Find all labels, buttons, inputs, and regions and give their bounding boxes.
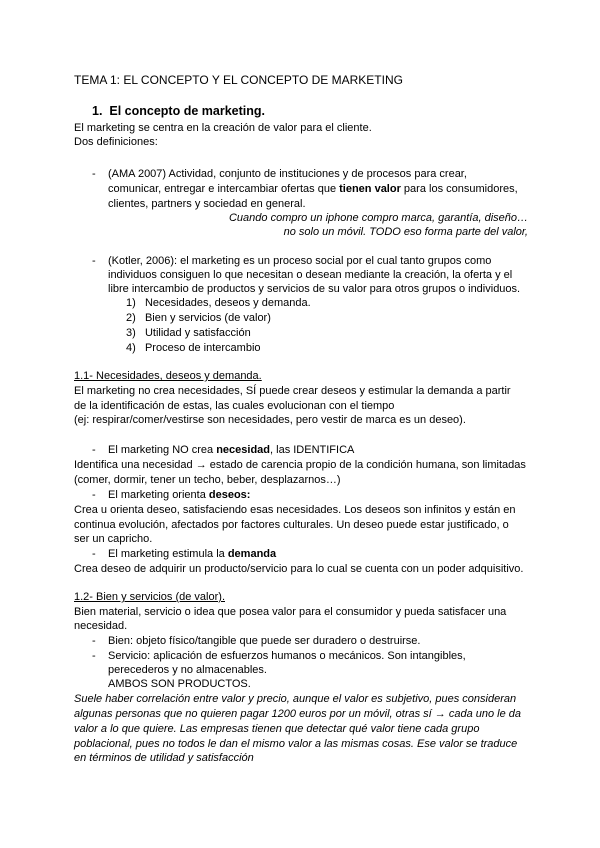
s11-paragraph-line-2: de la identificación de estas, las cuales evolucionan con el tiempo bbox=[74, 400, 395, 412]
list-item bbox=[126, 326, 251, 341]
italic-note-line-4: poblacional, pues no todos le dan el mismo valor a las mismas cosas. Ese valor se traduce bbox=[74, 738, 518, 750]
list-item-text: Necesidades, deseos y demanda. bbox=[144, 297, 311, 309]
document-title: TEMA 1: EL CONCEPTO Y EL CONCEPTO DE MARKETING bbox=[74, 73, 403, 87]
s12-paragraph-line-2: necesidad. bbox=[74, 620, 128, 632]
list-item-text: Bien y servicios (de valor) bbox=[144, 312, 271, 324]
def1-bold-term: tienen valor bbox=[339, 183, 401, 195]
bullet-deseos-bold: deseos: bbox=[208, 489, 251, 501]
intro-line-2: Dos definiciones: bbox=[74, 136, 158, 148]
section-1-title: El concepto de marketing. bbox=[109, 104, 265, 118]
bullet-necesidad-end: , las IDENTIFICA bbox=[270, 444, 355, 456]
list-item-number: 2) bbox=[126, 312, 136, 324]
bullet-necesidad-text: El marketing NO crea bbox=[108, 444, 217, 456]
deseos-line-2: continua evolución, afectados por factores culturales. Un deseo puede estar justificado, o bbox=[74, 519, 509, 531]
bullet-demanda bbox=[108, 547, 276, 562]
def2-line-2: individuos consiguen lo que necesitan o desean mediante la creación, la oferta y el bbox=[108, 269, 513, 281]
bullet-deseos bbox=[108, 488, 250, 503]
list-item-number: 4) bbox=[126, 342, 136, 354]
bullet-dash: - bbox=[92, 444, 96, 456]
list-item-number: 3) bbox=[126, 327, 136, 339]
section-1-heading bbox=[92, 104, 265, 119]
deseos-line-1: Crea u orienta deseo, satisfaciendo esas necesidades. Los deseos son infinitos y están en bbox=[74, 504, 516, 516]
section-1-number: 1. bbox=[92, 104, 103, 118]
bullet-necesidad bbox=[108, 443, 354, 458]
list-item bbox=[126, 296, 311, 311]
def1-line-1: (AMA 2007) Actividad, conjunto de instituciones y de procesos para crear, bbox=[108, 168, 467, 180]
def1-quote-2: no solo un móvil. TODO eso forma parte del valor, bbox=[283, 226, 528, 238]
ambos-productos: AMBOS SON PRODUCTOS. bbox=[108, 678, 251, 690]
list-item-text: Proceso de intercambio bbox=[144, 342, 261, 354]
bullet-demanda-text: El marketing estimula la bbox=[108, 548, 228, 560]
italic-note-line-5: en términos de utilidad y satisfacción bbox=[74, 752, 254, 764]
bullet-dash: - bbox=[92, 548, 96, 560]
deseos-line-3: ser un capricho. bbox=[74, 533, 153, 545]
bullet-deseos-text: El marketing orienta bbox=[108, 489, 209, 501]
s11-paragraph-line-1: El marketing no crea necesidades, SÍ puede crear deseos y estimular la demanda a partir bbox=[74, 385, 511, 397]
demanda-line-1: Crea deseo de adquirir un producto/servicio para lo cual se cuenta con un poder adquisitivo. bbox=[74, 563, 524, 575]
list-item-number: 1) bbox=[126, 297, 136, 309]
def1-line-3: clientes, partners y sociedad en general. bbox=[108, 198, 306, 210]
bullet-dash: - bbox=[92, 650, 96, 662]
list-item bbox=[126, 341, 261, 356]
def1-line-2-end: para los consumidores, bbox=[400, 183, 518, 195]
bullet-dash: - bbox=[92, 635, 96, 647]
bullet-necesidad-bold: necesidad bbox=[216, 444, 271, 456]
section-1-1-heading: 1.1- Necesidades, deseos y demanda. bbox=[74, 370, 262, 382]
italic-note-line-2: algunas personas que no quieren pagar 1200 euros por un móvil, otras sí → cada uno le da bbox=[74, 708, 522, 720]
def2-line-1: (Kotler, 2006): el marketing es un proceso social por el cual tanto grupos como bbox=[108, 255, 492, 267]
bien-definition: Bien: objeto físico/tangible que puede ser duradero o destruirse. bbox=[108, 635, 421, 647]
def2-line-3: libre intercambio de productos y servicios de su valor para otros grupos o individuos. bbox=[108, 283, 521, 295]
intro-line-1: El marketing se centra en la creación de valor para el cliente. bbox=[74, 122, 372, 134]
servicio-line-2: perecederos y no almacenables. bbox=[108, 664, 267, 676]
bullet-dash: - bbox=[92, 168, 96, 180]
italic-note-line-3: valor a lo que quiere. Las empresas tienen que detectar qué valor tiene cada grupo bbox=[74, 723, 480, 735]
list-item bbox=[126, 311, 271, 326]
servicio-line-1: Servicio: aplicación de esfuerzos humanos o mecánicos. Son intangibles, bbox=[108, 650, 466, 662]
list-item-text: Utilidad y satisfacción bbox=[144, 327, 251, 339]
necesidad-line-2: (comer, dormir, tener un techo, beber, desplazarnos…) bbox=[74, 474, 341, 486]
section-1-2-heading: 1.2- Bien y servicios (de valor). bbox=[74, 591, 225, 603]
bullet-dash: - bbox=[92, 255, 96, 267]
bullet-demanda-bold: demanda bbox=[227, 548, 277, 560]
s11-paragraph-line-3: (ej: respirar/comer/vestirse son necesidades, pero vestir de marca es un deseo). bbox=[74, 414, 466, 426]
italic-note-line-1: Suele haber correlación entre valor y precio, aunque el valor es subjetivo, pues consideran bbox=[74, 693, 517, 705]
necesidad-line-1: Identifica una necesidad → estado de carencia propio de la condición humana, son limitadas bbox=[74, 459, 526, 471]
def1-line-2-text: comunicar, entregar e intercambiar ofertas que bbox=[108, 183, 340, 195]
s12-paragraph-line-1: Bien material, servicio o idea que posea valor para el consumidor y pueda satisfacer una bbox=[74, 606, 507, 618]
def1-line-2 bbox=[108, 182, 518, 197]
def1-quote-1: Cuando compro un iphone compro marca, garantía, diseño… bbox=[228, 212, 528, 224]
bullet-dash: - bbox=[92, 489, 96, 501]
